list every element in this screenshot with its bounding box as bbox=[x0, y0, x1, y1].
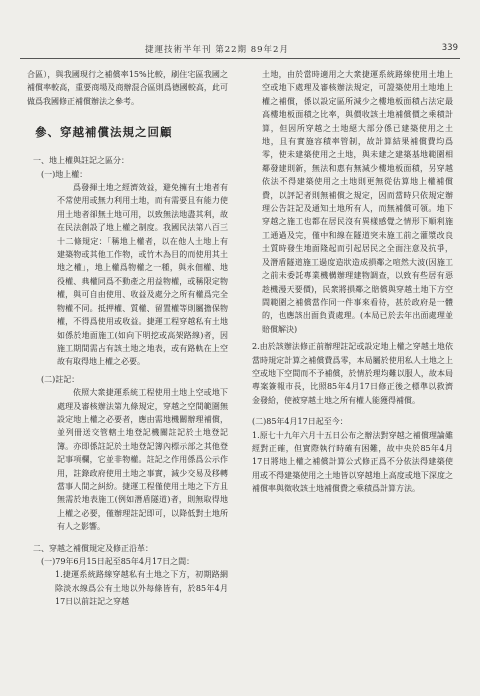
subheading-period-85-now: (二)85年4月17日起至今： bbox=[252, 417, 348, 427]
paragraph-item-1-left: 1.捷運系統路線穿越私有土地之下方，初期路網除淡水線爲公有土地以外每條皆有，於85年4月17日以前註記之穿越 bbox=[55, 570, 228, 607]
subheading-period-79-85: (一)79年6月15日起至85年4月17日之間： bbox=[41, 557, 195, 566]
paragraph-item-2: 2.由於該辦法修正前辦理註記或設定地上權之穿越土地依當時規定計算之補償費爲零，本局屬於使用私人土地之上空或地下空間而不予補償，於情於理均難以服人，故本局專案簽報市長，比照85年4月17日修正後之標準以救濟金發給，使被穿越土地之所有權人能獲得補償。 bbox=[252, 342, 453, 405]
journal-title: 捷運技術半年刊 第22期 89年2月 bbox=[145, 45, 289, 55]
intro-paragraph: 合區），與我國現行之補償率15%比較，刷住宅區我國之補償率較高，重要商場及商辦混合區則爲德國較高，此可做爲我國修正補償辦法之參考。 bbox=[27, 70, 228, 106]
page-number: 339 bbox=[441, 43, 458, 53]
paragraph-item-1-continued: 土地，由於當時適用之大衆捷運系統路線使用土地上空或地下處理及審核辦法規定，可證築使用土地地上權之補償，係以設定區所減少之樓地板面積占法定最高樓地板面積之比率，與價收該土地補償價之乘積計算，但因所穿越之土地絕大部分係已建築使用之土地，且有實施容積率管制，故計算結果補償費均爲零，使未建築使用之土地，與未建之建築基地範圍相鄰發建則新，無法和惠有無減少樓地板面積，另穿越依法不得建築使用之土地則更無從估算地上權補償費，以評記者則無補償之規定，因而當時只依規定辦理公告註記及通知土地所有人，而無補償可領。地下穿越之施工也都在居民沒有異樣感覺之情形下順利施工通過及完，僅中和線在隧道突未施工前之灌漿改良土質時發生地面隆起而引起居民之全面注意及抗爭，及潛盾隧道施工過度造狀造成損鄰之喧然大波(因施工之前未委託專業機構辦理建物調查，以致有些居有惡趁機漫天要價)，民衆將損鄰之賠償與穿越土地下方空間範圍之補償當作同一件事來看待，甚於政府是一體的，也應該出面負責處理。(本局已於去年出面處理並賠償解決) bbox=[262, 70, 453, 334]
subheading-superficies: (一)地上權： bbox=[41, 169, 88, 179]
subheading-annotation: (二)註記： bbox=[41, 374, 80, 384]
left-column bbox=[27, 68, 228, 609]
running-header bbox=[20, 40, 460, 59]
right-column bbox=[252, 68, 453, 496]
paragraph-annotation: 依照大衆捷運系統工程使用土地上空或地下處理及審核辦法第九條規定，穿越之空間範圍無設定地上權之必要者，應由需地機關辦理補償，並列冊送交管轄土地登記機關註記於土地登記簿。亦即係註記於土地登記簿內標示部之其他登記事項欄，它並非物權。註記之作用係爲公示作用，註錄政府使用土地之事實，減少交易及移轉當事人間之糾紛。捷運工程僅使用土地之下方且無需於地表施工(例如潛盾隧道)者，則無取得地上權之必要，僅辦理註記即可，以降低對土地所有人之影響。 bbox=[57, 388, 228, 532]
heading-compensation-history: 二、穿越之補償規定及修正沿革： bbox=[33, 543, 153, 553]
section-title: 參、穿越補償法規之回顧 bbox=[35, 125, 173, 140]
heading-land-rights-distinction: 一、地上權與註記之區分： bbox=[33, 156, 129, 166]
paragraph-item-1-new-rule: 1.原七十九年六月十五日公布之辦法對穿越之補償理論雖經對正確，但實際執行時確有困難，故中央於85年4月17日將地上權之補償計算公式修正爲不分依法得建築使用或不得建築使用之土地皆以穿越地上高度或地下深度之補償率與徵收該土地補償費之乘積爲計算方法。 bbox=[252, 430, 453, 494]
paragraph-superficies: 爲發揮土地之經濟效益，避免擁有土地者有不常使用或無力利用土地，而有需要且有能力使用土地者卻無土地可用，以致無法地盡其利，故在民法創設了地上權之制度。我國民法第八百三十二條規定：「稱地上權者，以在他人土地上有建築物或其他工作物，或竹木為目的而使用其土地之權」，地上權爲物權之一種，與永佃權、地役權、典權同爲不動產之用益物權，或稱限定物權，與可自由使用、收益及處分之所有權爲完全物權不同。抵押權、質權、留置權等則屬擔保物權，不得爲使用或收益。捷運工程穿越私有土地如係於地面施工(如向下明挖或高架路線)者，因施工期間需占有該土地之地表，或有路軌在上空故有取得地上權之必要。 bbox=[57, 183, 228, 367]
